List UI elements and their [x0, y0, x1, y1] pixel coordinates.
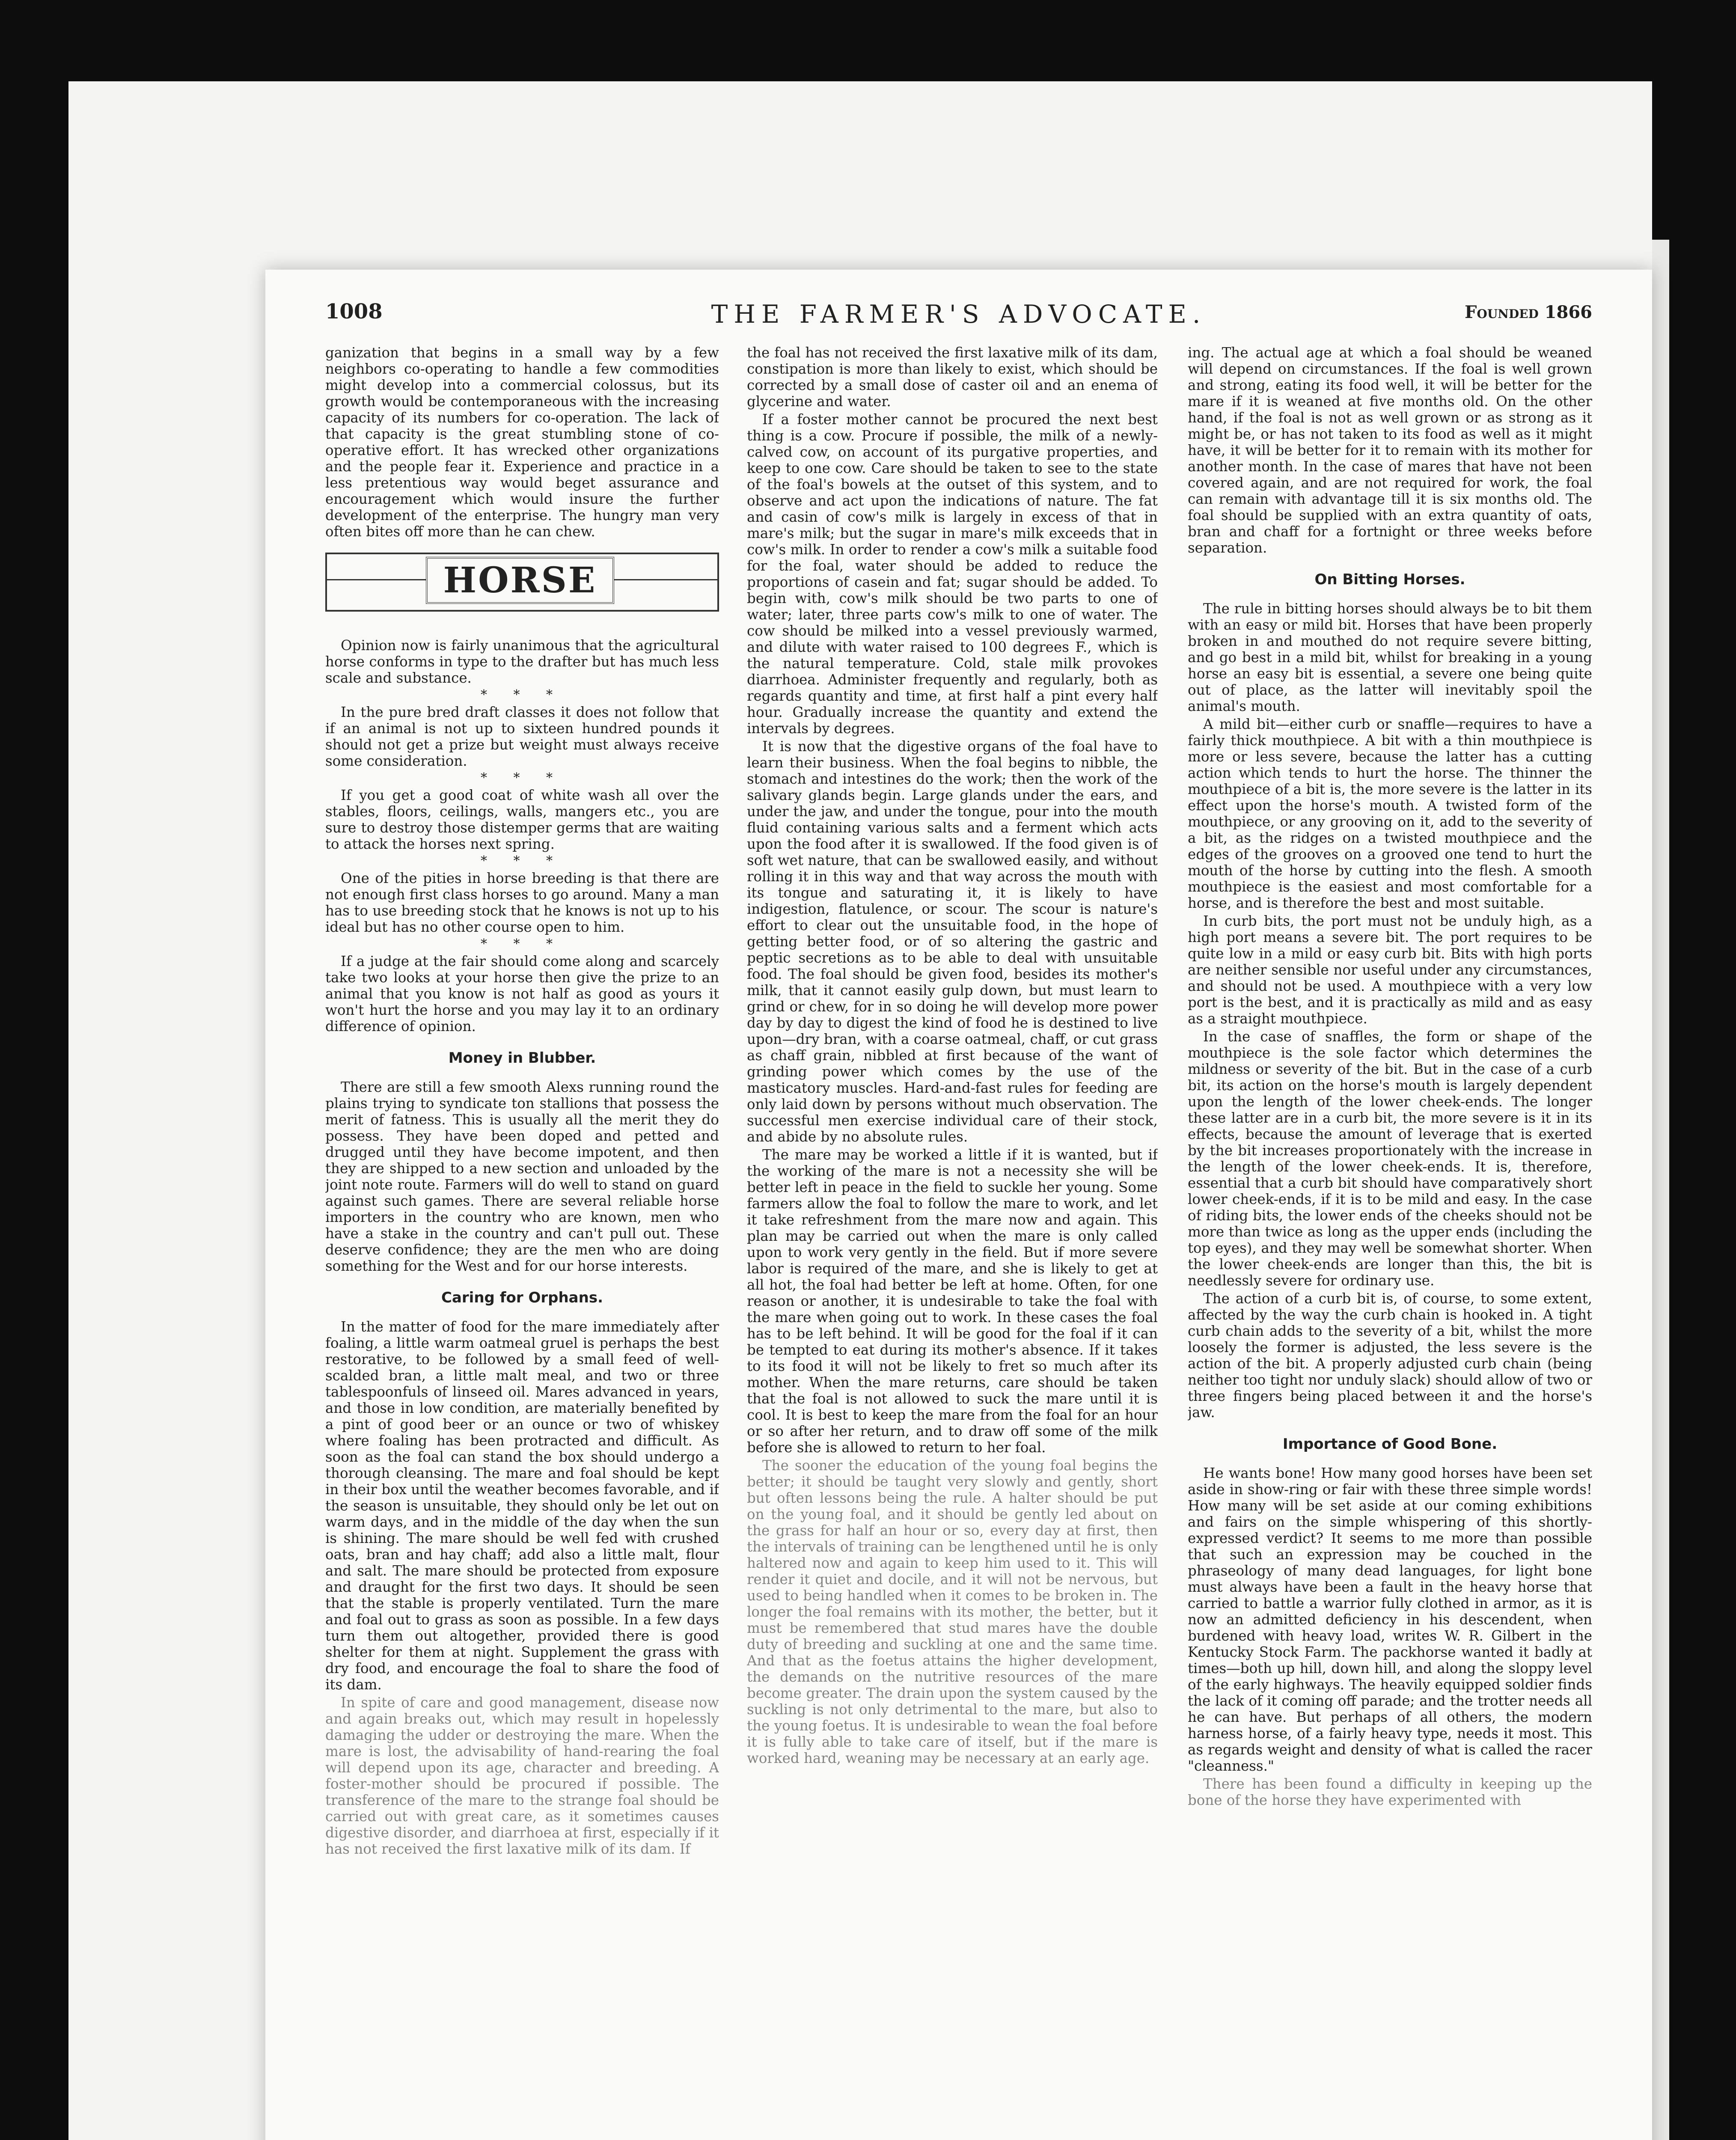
subheading-on-bitting-horses: On Bitting Horses.	[1314, 571, 1465, 588]
column-2	[747, 345, 1158, 2140]
article-paragraph: The action of a curb bit is, of course, to some extent, affected by the way the curb chain is hooked in. A tight curb chain adds to the severity of a bit, whilst the more loosely the former is adjusted, the less severe is the action of the bit. A properly adjusted curb chain (being neither too tight nor unduly slack) should allow of two or three fingers being placed between it and the horse's jaw.	[1188, 1290, 1592, 1421]
article-paragraph: the foal has not received the first laxative milk of its dam, constipation is more than likely to exist, which should be corrected by a small dose of caster oil and an enema of glycerine and water.	[747, 345, 1158, 410]
article-paragraph: The mare may be worked a little if it is wanted, but if the working of the mare is not a necessity she will be better left in peace in the field to suckle her young. Some farmers allow the foal to follow the mare to work, and let it take refreshment from the mare now and again. This plan may be carried out when the mare is only called upon to work very gently in the field. But if more severe labor is required of the mare, and she is likely to get at all hot, the foal had better be left at home. Often, for one reason or another, it is undesirable to take the foal with the mare when going out to work. In these cases the foal has to be left behind. It will be good for the foal if it can be tempted to eat during its mother's absence. If it takes to its food it will not be likely to fret so much after its mother. When the mare returns, care should be taken that the foal is not allowed to suck the mare until it is cool. It is best to keep the mare from the foal for an hour or so after her return, and to draw off some of the milk before she is allowed to return to her foal.	[747, 1147, 1158, 1456]
horse-note: In the pure bred draft classes it does not follow that if an animal is not up to sixteen hundred pounds it should not get a prize but weight must always receive some consideration.	[325, 704, 719, 769]
column-1	[325, 345, 719, 2140]
horse-note: If a judge at the fair should come along and scarcely take two looks at your horse then give the prize to an animal that you know is not half as good as yours it won't hurt the horse and you may lay it to an ordinary difference of opinion.	[325, 953, 719, 1034]
horse-note: One of the pities in horse breeding is that there are not enough first class horses to go around. Many a man has to use breeding stock that he knows is not up to his ideal but has no other course open to him.	[325, 870, 719, 935]
page-number: 1008	[325, 300, 383, 324]
subheading-money-in-blubber: Money in Blubber.	[448, 1049, 596, 1067]
article-paragraph: If a foster mother cannot be procured the next best thing is a cow. Procure if possible, the milk of a newly-calved cow, on account of its purgative properties, and keep to one cow. Care should be taken to see to the state of the foal's bowels at the outset of this system, and to observe and act upon the indications of nature. The fat and casin of cow's milk is largely in excess of that in mare's milk; but the sugar in mare's milk exceeds that in cow's milk. In order to render a cow's milk a suitable food for the foal, water should be added to reduce the proportions of casein and fat; sugar should be added. To begin with, cow's milk should be two parts to one of water; later, three parts cow's milk to one of water. The cow should be milked into a vessel previously warmed, and dilute with water raised to 100 degrees F., which is the natural temperature. Cold, stale milk provokes diarrhoea. Administer frequently and regularly, both as regards quantity and time, at first half a pint every half hour. Gradually increase the quantity and extend the intervals by degrees.	[747, 411, 1158, 737]
article-paragraph: The rule in bitting horses should always be to bit them with an easy or mild bit. Horses that have been properly broken in and mouthed do not require severe bitting, and go best in a mild bit, whilst for breaking in a young horse an easy bit is essential, a severe one being quite out of place, as the latter will inevitably spoil the animal's mouth.	[1188, 600, 1592, 714]
article-paragraph: ganization that begins in a small way by a few neighbors co-operating to handle a few commodities might develop into a commercial colossus, but its growth would be contemporaneous with the increasing capacity of its numbers for co-operation. The lack of that capacity is the great stumbling stone of co-operative effort. It has wrecked other organizations and the people fear it. Experience and practice in a less pretentious way would beget assurance and encouragement which would insure the further development of the enterprise. The hungry man very often bites off more than he can chew.	[325, 345, 719, 540]
article-paragraph: In spite of care and good management, disease now and again breaks out, which may result in hopelessly damaging the udder or destroying the mare. When the mare is lost, the advisability of hand-rearing the foal will depend upon its age, character and breeding. A foster-mother should be procured if possible. The transference of the mare to the strange foal should be carried out with great care, as it sometimes causes digestive disorder, and diarrhoea at first, especially if it has not received the first laxative milk of its dam. If	[325, 1694, 719, 1857]
separator-stars: * * *	[480, 936, 564, 951]
section-banner	[325, 553, 719, 612]
subheading-caring-for-orphans: Caring for Orphans.	[441, 1289, 603, 1306]
separator-stars: * * *	[480, 770, 564, 785]
article-paragraph: In the case of snaffles, the form or shape of the mouthpiece is the sole factor which determines the mildness or severity of the bit. But in the case of a curb bit, its action on the horse's mouth is largely dependent upon the length of the lower cheek-ends. The longer these latter are in a curb bit, the more severe is it in its effects, because the amount of leverage that is exerted by the bit increases proportionately with the increase in the length of the lower cheek-ends. It is, therefore, essential that a curb bit should have comparatively short lower cheek-ends, if it is to be mild and easy. In the case of riding bits, the lower ends of the cheeks should not be more than twice as long as the upper ends (including the top eyes), and they may well be somewhat shorter. When the lower cheek-ends are longer than this, the bit is needlessly severe for ordinary use.	[1188, 1028, 1592, 1289]
article-paragraph: In the matter of food for the mare immediately after foaling, a little warm oatmeal gruel is perhaps the best restorative, to be followed by a small feed of well-scalded bran, a little malt meal, and two or three tablespoonfuls of linseed oil. Mares advanced in years, and those in low condition, are materially benefited by a pint of good beer or an ounce or two of whiskey where foaling has been protracted and difficult. As soon as the foal can stand the box should undergo a thorough cleansing. The mare and foal should be kept in their box until the weather becomes favorable, and if the season is unsuitable, they should only be let out on warm days, and in the middle of the day when the sun is shining. The mare should be well fed with crushed oats, bran and hay chaff; add also a little malt, flour and salt. The mare should be protected from exposure and draught for the first two days. It should be seen that the stable is properly ventilated. Turn the mare and foal out to grass as soon as possible. In a few days turn them out altogether, provided there is good shelter for them at night. Supplement the grass with dry food, and encourage the foal to share the food of its dam.	[325, 1319, 719, 1693]
article-paragraph: There has been found a difficulty in keeping up the bone of the horse they have experimented with	[1188, 1776, 1592, 1808]
separator-stars: * * *	[480, 687, 564, 702]
section-banner-title: HORSE	[426, 557, 614, 604]
separator-stars: * * *	[480, 853, 564, 868]
banner-edge-right	[717, 554, 719, 610]
horse-note: Opinion now is fairly unanimous that the agricultural horse conforms in type to the drafter but has much less scale and substance.	[325, 637, 719, 686]
article-paragraph: A mild bit—either curb or snaffle—requires to have a fairly thick mouthpiece. A bit with a thin mouthpiece is more or less severe, because the latter has a cutting action which tends to hurt the horse. The thinner the mouthpiece of a bit is, the more severe is the latter in its effect upon the horse's mouth. A twisted form of the mouthpiece, or any grooving on it, add to the severity of a bit, as the ridges on a twisted mouthpiece and the edges of the grooves on a grooved one tend to hurt the mouth of the horse by cutting into the flesh. A smooth mouthpiece is the easiest and most comfortable for a horse, and is therefore the best and most suitable.	[1188, 716, 1592, 911]
banner-edge-left	[325, 554, 327, 610]
newspaper-page	[265, 270, 1652, 2140]
article-paragraph: He wants bone! How many good horses have been set aside in show-ring or fair with these three simple words! How many will be set aside at our coming exhibitions and fairs on the simple whispering of this shortly-expressed verdict? It seems to me more than possible that such an expression may be couched in the phraseology of many dead languages, for light bone must always have been a fault in the heavy horse that carried to battle a warrior fully clothed in armor, as it is now an admitted deficiency in his descendent, when burdened with heavy load, writes W. R. Gilbert in the Kentucky Stock Farm. The packhorse wanted it badly at times—both up hill, down hill, and along the sloppy level of the early highways. The heavily equipped soldier finds the lack of it coming off parade; and the trotter needs all he can have. But perhaps of all others, the modern harness horse, of a fairly heavy type, needs it most. This as regards weight and density of what is called the racer "cleanness."	[1188, 1465, 1592, 1774]
horse-note: If you get a good coat of white wash all over the stables, floors, ceilings, walls, mangers etc., you are sure to destroy those distemper germs that are waiting to attack the horses next spring.	[325, 787, 719, 852]
article-paragraph: It is now that the digestive organs of the foal have to learn their business. When the foal begins to nibble, the stomach and intestines do the work; then the work of the salivary glands begin. Large glands under the ears, and under the jaw, and under the tongue, pour into the mouth fluid containing various salts and a ferment which acts upon the food after it is swallowed. If the food given is of soft wet nature, that can be swallowed easily, and without rolling it in this way and that way across the mouth with its tongue and saturating it, it is likely to have indigestion, flatulence, or scour. The scour is nature's effort to clear out the unsuitable food, in the hope of getting better food, or of so altering the gastric and peptic secretions as to be able to deal with unsuitable food. The foal should be given food, besides its mother's milk, that it cannot easily gulp down, but must learn to grind or chew, for in so doing he will develop more power day by day to digest the kind of food he is destined to live upon—dry bran, with a coarse oatmeal, chaff, or cut grass as chaff grain, nibbled at first because of the want of grinding power which comes by the use of the masticatory muscles. Hard-and-fast rules for feeding are only laid down by persons without much observation. The successful men exercise individual care of their stock, and abide by no absolute rules.	[747, 738, 1158, 1145]
article-paragraph: The sooner the education of the young foal begins the better; it should be taught very slowly and gently, short but often lessons being the rule. A halter should be put on the young foal, and it should be gently led about on the grass for half an hour or so, every day at first, then the intervals of training can be lengthened until he is only haltered now and again to keep him used to it. This will render it quiet and docile, and it will not be nervous, but used to being handled when it comes to be broken in. The longer the foal remains with its mother, the better, but it must be remembered that stud mares have the double duty of breeding and suckling at one and the same time. And that as the foetus attains the higher development, the demands on the nutritive resources of the mare become greater. The drain upon the system caused by the suckling is not only detrimental to the mare, but also to the young foetus. It is undesirable to wean the foal before it is fully able to take care of itself, but if the mare is worked hard, weaning may be necessary at an early age.	[747, 1457, 1158, 1766]
article-paragraph: In curb bits, the port must not be unduly high, as a high port means a severe bit. The port requires to be quite low in a mild or easy curb bit. Bits with high ports are neither sensible nor useful under any circumstances, and should not be used. A mouthpiece with a very low port is the best, and it is practically as mild and as easy as a straight mouthpiece.	[1188, 913, 1592, 1027]
page-header	[325, 300, 1592, 330]
column-3	[1188, 345, 1592, 2140]
page-edge	[1652, 240, 1669, 2140]
masthead: THE FARMER'S ADVOCATE.	[711, 300, 1207, 329]
article-paragraph: There are still a few smooth Alexs running round the plains trying to syndicate ton stallions that possess the merit of fatness. This is usually all the merit they do possess. They have been doped and petted and drugged until they have become impotent, and then they are shipped to a new section and unloaded by the joint note route. Farmers will do well to stand on guard against such games. There are several reliable horse importers in the country who are known, men who have a stake in the country and can't pull out. These deserve confidence; they are the men who are doing something for the West and for our horse interests.	[325, 1079, 719, 1274]
article-paragraph: ing. The actual age at which a foal should be weaned will depend on circumstances. If the foal is well grown and strong, eating its food well, it will be better for the mare if it is weaned at five months old. On the other hand, if the foal is not as well grown or as strong as it might be, or has not taken to its food as well as it might have, it will be better for it to remain with its mother for another month. In the case of mares that have not been covered again, and are not required for work, the foal can remain with advantage till it is six months old. The foal should be supplied with an extra quantity of oats, bran and chaff for a fortnight or three weeks before separation.	[1188, 345, 1592, 556]
founded-line: Founded 1866	[1465, 302, 1592, 322]
subheading-importance-of-good-bone: Importance of Good Bone.	[1282, 1436, 1498, 1453]
